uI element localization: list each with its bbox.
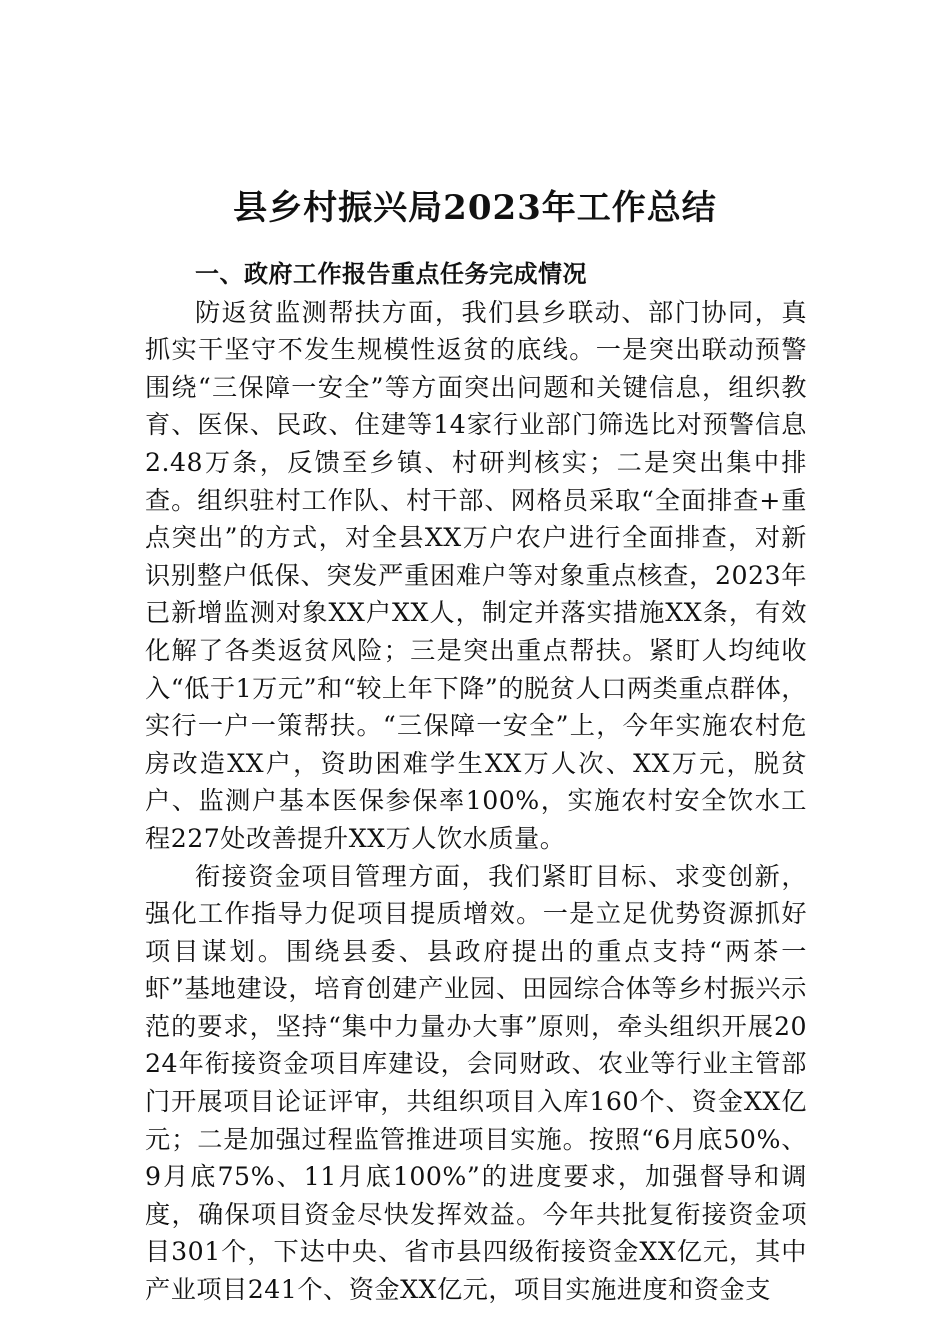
paragraph-fund-project-management: 衔接资金项目管理方面，我们紧盯目标、求变创新，强化工作指导力促项目提质增效。一是立足优势资源抓好项目谋划。围绕县委、县政府提出的重点支持“两茶一虾”基地建设，培育创建产业园、田园综合体等乡村振兴示范的要求，坚持“集中力量办大事”原则，牵头组织开展2024年衔接资金项目库建设，会同财政、农业等行业主管部门开展项目论证评审，共组织项目入库160个、资金XX亿元；二是加强过程监管推进项目实施。按照“6月底50%、9月底75%、11月底100%”的进度要求，加强督导和调度，确保项目资金尽快发挥效益。今年共批复衔接资金项目301个，下达中央、省市县四级衔接资金XX亿元，其中产业项目241个、资金XX亿元，项目实施进度和资金支 xyxy=(145,861,807,1305)
document-title: 县乡村振兴局2023年工作总结 xyxy=(233,187,717,228)
document-body xyxy=(145,256,807,1309)
paragraph-poverty-monitoring: 防返贫监测帮扶方面，我们县乡联动、部门协同，真抓实干坚守不发生规模性返贫的底线。一是突出联动预警围绕“三保障一安全”等方面突出问题和关键信息，组织教育、医保、民政、住建等14家行业部门筛选比对预警信息2.48万条，反馈至乡镇、村研判核实；二是突出集中排查。组织驻村工作队、村干部、网格员采取“全面排查+重点突出”的方式，对全县XX万户农户进行全面排查，对新识别整户低保、突发严重困难户等对象重点核查，2023年已新增监测对象XX户XX人，制定并落实措施XX条，有效化解了各类返贫风险；三是突出重点帮扶。紧盯人均纯收入“低于1万元”和“较上年下降”的脱贫人口两类重点群体，实行一户一策帮扶。“三保障一安全”上，今年实施农村危房改造XX户，资助困难学生XX万人次、XX万元，脱贫户、监测户基本医保参保率100%，实施农村安全饮水工程227处改善提升XX万人饮水质量。 xyxy=(145,297,807,853)
section-heading: 一、政府工作报告重点任务完成情况 xyxy=(195,260,587,288)
